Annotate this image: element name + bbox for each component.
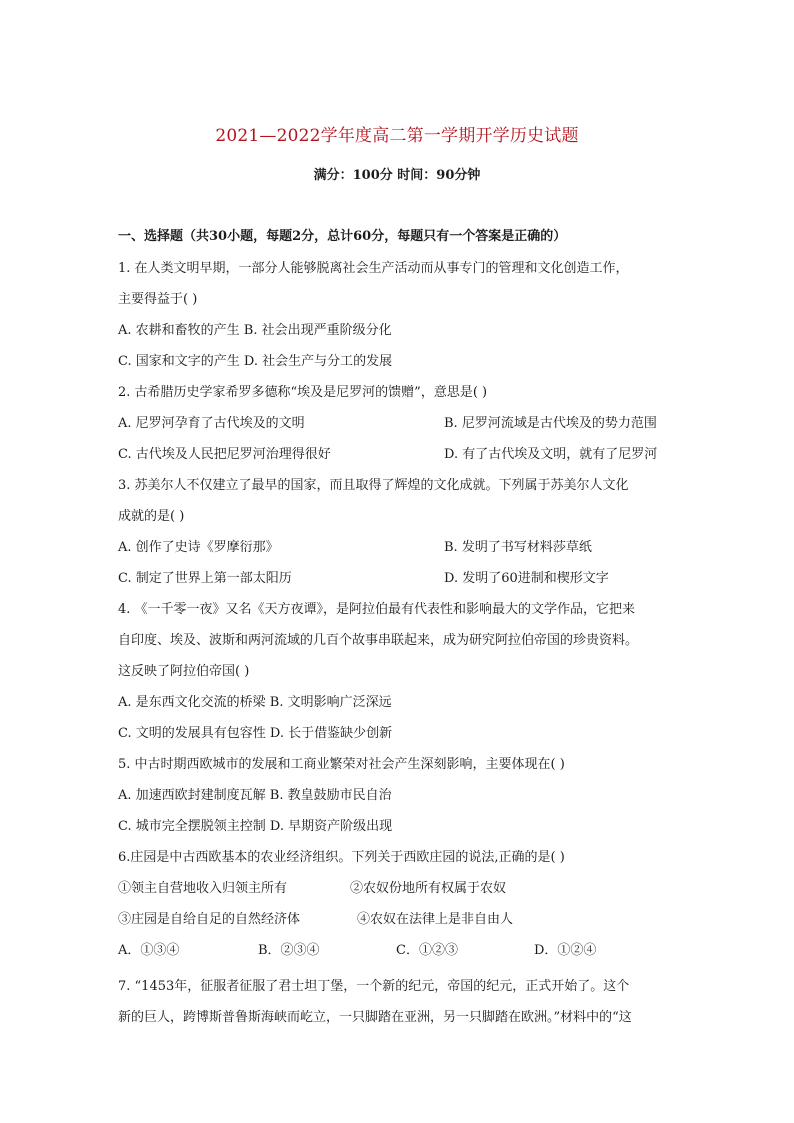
q6-stem: 6.庄园是中古西欧基本的农业经济组织。下列关于西欧庄园的说法,正确的是( ) bbox=[118, 850, 565, 865]
q4-stem-line2: 自印度、埃及、波斯和两河流域的几百个故事串联起来，成为研究阿拉伯帝国的珍贵资料。 bbox=[118, 633, 639, 648]
q5-options-ab: A. 加速西欧封建制度瓦解 B. 教皇鼓励市民自治 bbox=[118, 788, 392, 803]
q3-option-a: A. 创作了史诗《罗摩衍那》 bbox=[118, 540, 279, 555]
q3-stem-line1: 3. 苏美尔人不仅建立了最早的国家，而且取得了辉煌的文化成就。下列属于苏美尔人文化 bbox=[118, 478, 629, 493]
q6-option-b: B．②③④ bbox=[258, 943, 320, 958]
q4-options-ab: A. 是东西文化交流的桥梁 B. 文明影响广泛深远 bbox=[118, 695, 392, 710]
q4-stem-line3: 这反映了阿拉伯帝国( ) bbox=[118, 664, 250, 679]
q6-option-c: C．①②③ bbox=[396, 943, 458, 958]
exam-title: 2021—2022学年度高二第一学期开学历史试题 bbox=[215, 126, 579, 146]
q2-option-a: A. 尼罗河孕育了古代埃及的文明 bbox=[118, 416, 305, 431]
q1-options-cd: C. 国家和文字的产生 D. 社会生产与分工的发展 bbox=[118, 354, 393, 369]
q1-stem-line2: 主要得益于( ) bbox=[118, 292, 198, 307]
q3-stem-line2: 成就的是( ) bbox=[118, 509, 185, 524]
q5-options-cd: C. 城市完全摆脱领主控制 D. 早期资产阶级出现 bbox=[118, 819, 393, 834]
q5-stem: 5. 中古时期西欧城市的发展和工商业繁荣对社会产生深刻影响，主要体现在( ) bbox=[118, 757, 565, 772]
q4-options-cd: C. 文明的发展具有包容性 D. 长于借鉴缺少创新 bbox=[118, 726, 393, 741]
q6-option-a: A．①③④ bbox=[118, 943, 180, 958]
q2-option-c: C. 古代埃及人民把尼罗河治理得很好 bbox=[118, 447, 331, 462]
section-heading: 一、选择题（共30小题，每题2分，总计60分，每题只有一个答案是正确的） bbox=[118, 229, 567, 244]
q6-statement-2: ②农奴份地所有权属于农奴 bbox=[350, 881, 507, 896]
q3-option-d: D. 发明了60进制和楔形文字 bbox=[444, 571, 609, 586]
q3-option-b: B. 发明了书写材料莎草纸 bbox=[444, 540, 592, 555]
q6-statement-3: ③庄园是自给自足的自然经济体 bbox=[118, 912, 301, 927]
q2-option-b: B. 尼罗河流域是古代埃及的势力范围 bbox=[444, 416, 657, 431]
q7-stem-line2: 新的巨人，跨博斯普鲁斯海峡而屹立，一只脚踏在亚洲，另一只脚踏在欧洲。”材料中的“这 bbox=[118, 1010, 632, 1025]
q3-option-c: C. 制定了世界上第一部太阳历 bbox=[118, 571, 292, 586]
q6-option-d: D．①②④ bbox=[534, 943, 597, 958]
exam-score-time: 满分：100分 时间：90分钟 bbox=[313, 168, 481, 183]
q6-statement-1: ①领主自营地收入归领主所有 bbox=[118, 881, 288, 896]
q2-option-d: D. 有了古代埃及文明，就有了尼罗河 bbox=[444, 447, 658, 462]
q1-options-ab: A. 农耕和畜牧的产生 B. 社会出现严重阶级分化 bbox=[118, 323, 392, 338]
q6-statement-4: ④农奴在法律上是非自由人 bbox=[357, 912, 514, 927]
q7-stem-line1: 7. “1453年，征服者征服了君士坦丁堡，一个新的纪元，帝国的纪元，正式开始了。这个 bbox=[118, 979, 630, 994]
q2-stem: 2. 古希腊历史学家希罗多德称“埃及是尼罗河的馈赠”，意思是( ) bbox=[118, 385, 488, 400]
q4-stem-line1: 4. 《一千零一夜》又名《天方夜谭》，是阿拉伯最有代表性和影响最大的文学作品，它把来 bbox=[118, 602, 636, 617]
q1-stem-line1: 1. 在人类文明早期，一部分人能够脱离社会生产活动而从事专门的管理和文化创造工作， bbox=[118, 261, 629, 276]
